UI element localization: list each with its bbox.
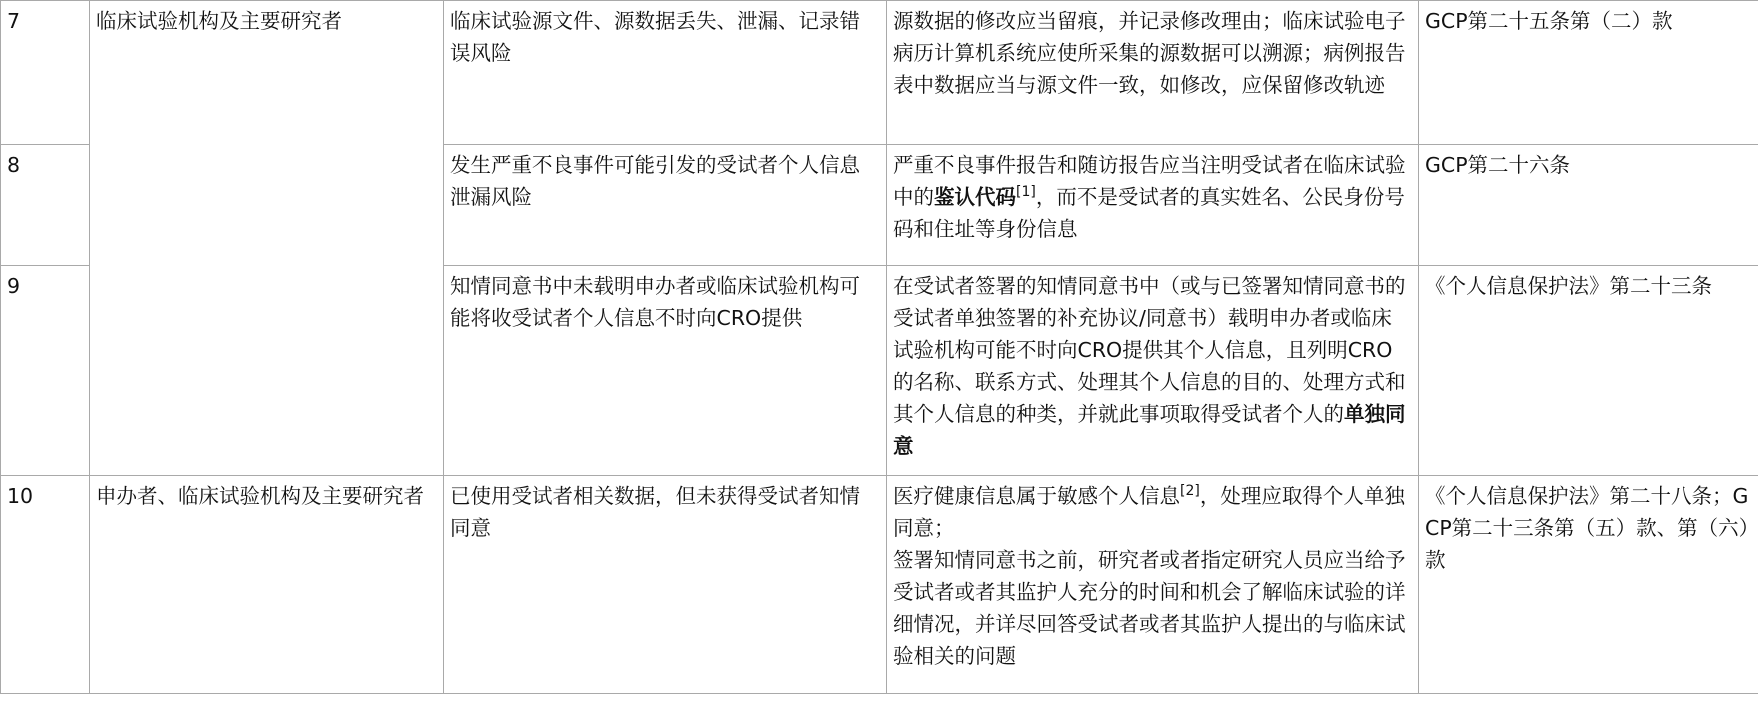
requirement-text: 医疗健康信息属于敏感个人信息 (893, 484, 1180, 508)
table-row (1, 1, 1758, 145)
row-number-cell: 8 (1, 145, 90, 266)
risk-cell: 发生严重不良事件可能引发的受试者个人信息泄漏风险 (444, 145, 887, 266)
requirement-cell (887, 476, 1419, 694)
requirement-keyword: 单独同意 (893, 402, 1406, 458)
requirement-cell: 源数据的修改应当留痕，并记录修改理由；临床试验电子病历计算机系统应使所采集的源数据可以溯源；病例报告表中数据应当与源文件一致，如修改，应保留修改轨迹 (887, 1, 1419, 145)
requirement-cell (887, 266, 1419, 476)
responsible-party-cell: 临床试验机构及主要研究者 (90, 1, 444, 476)
row-number-cell: 9 (1, 266, 90, 476)
risk-cell: 已使用受试者相关数据，但未获得受试者知情同意 (444, 476, 887, 694)
requirement-keyword: 鉴认代码 (934, 185, 1016, 209)
responsible-party-cell: 申办者、临床试验机构及主要研究者 (90, 476, 444, 694)
legal-basis-cell: GCP第二十六条 (1419, 145, 1758, 266)
requirement-cell (887, 145, 1419, 266)
row-number-cell: 7 (1, 1, 90, 145)
footnote-ref-1[interactable]: [1] (1016, 184, 1036, 201)
legal-basis-cell: 《个人信息保护法》第二十八条；GCP第二十三条第（五）款、第（六）款 (1419, 476, 1758, 694)
footnote-ref-2[interactable]: [2] (1180, 483, 1200, 500)
row-number-cell: 10 (1, 476, 90, 694)
risk-cell: 知情同意书中未载明申办者或临床试验机构可能将收受试者个人信息不时向CRO提供 (444, 266, 887, 476)
legal-basis-cell: GCP第二十五条第（二）款 (1419, 1, 1758, 145)
requirement-text-line2: 签署知情同意书之前，研究者或者指定研究人员应当给予受试者或者其监护人充分的时间和机会了解临床试验的详细情况，并详尽回答受试者或者其监护人提出的与临床试验相关的问题 (893, 548, 1406, 668)
requirement-text: 在受试者签署的知情同意书中（或与已签署知情同意书的受试者单独签署的补充协议/同意书）载明申办者或临床试验机构可能不时向CRO提供其个人信息，且列明CRO的名称、联系方式、处理其个人信息的目的、处理方式和其个人信息的种类，并就此事项取得受试者个人的 (893, 274, 1406, 426)
requirement-text: ，而不是受试者的真实姓名、公民身份号码和住址等身份信息 (893, 185, 1405, 241)
requirement-text: 严重不良事件报告和随访报告应当注明受试者在临床试验中的 (893, 153, 1406, 209)
legal-basis-cell: 《个人信息保护法》第二十三条 (1419, 266, 1758, 476)
risk-cell: 临床试验源文件、源数据丢失、泄漏、记录错误风险 (444, 1, 887, 145)
table-row (1, 476, 1758, 694)
requirement-text: ，处理应取得个人单独同意； (893, 484, 1405, 540)
